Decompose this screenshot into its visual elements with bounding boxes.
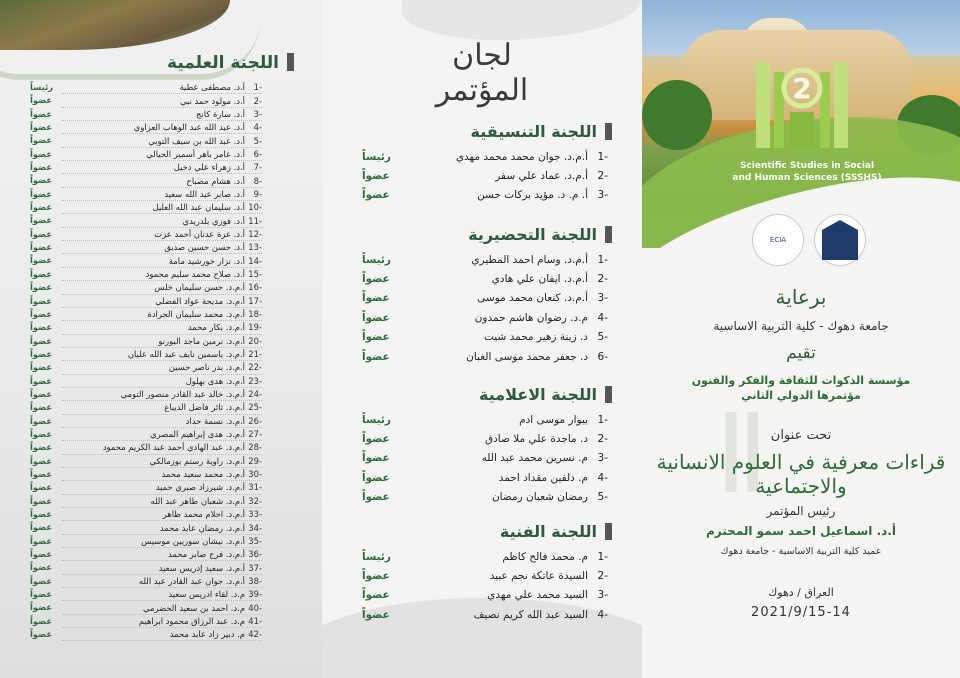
member-role: عضواً xyxy=(362,331,390,344)
table-row xyxy=(362,566,612,585)
member-role: عضواً xyxy=(362,491,390,504)
decorative-blob xyxy=(402,0,642,40)
list-item xyxy=(62,134,262,147)
item-number: -25 xyxy=(248,402,262,413)
list-item xyxy=(62,361,262,374)
member-role: عضواً xyxy=(30,108,53,119)
watermark-logo-icon: Ⅱ xyxy=(714,390,770,518)
member-name: أ.م.د. نيشان سوريين موسيس xyxy=(141,535,245,546)
member-name: أ.د. عزة عدنان أحمد عزت xyxy=(154,228,245,239)
committee-block xyxy=(362,122,612,205)
list-item xyxy=(62,508,262,521)
item-number: -22 xyxy=(248,362,262,373)
item-number: -32 xyxy=(248,495,262,506)
member-name: أ.د. زهراء علي دخيل xyxy=(173,162,245,173)
item-number: -15 xyxy=(248,268,262,279)
item-number: -6 xyxy=(597,350,608,363)
member-role: عضواً xyxy=(362,170,390,183)
member-name: أ.م.د. احلام محمد ظاهر xyxy=(162,509,245,520)
list-item xyxy=(62,308,262,321)
table-row xyxy=(362,547,612,566)
item-number: -36 xyxy=(248,549,262,560)
member-name: أ.م.د. مديحة عواد الفضلي xyxy=(155,295,245,306)
member-role: عضواً xyxy=(30,202,53,213)
member-role: رئيساً xyxy=(362,150,391,163)
item-number: -5 xyxy=(597,331,608,344)
list-item xyxy=(62,415,262,428)
member-role: عضواً xyxy=(362,452,390,465)
list-item xyxy=(62,228,262,241)
ecia-seal-icon: ECIA xyxy=(752,214,804,266)
member-name: السيد عبد الله كريم نصيف xyxy=(473,608,588,621)
member-name: م.د. عبد الرزاق محمود ابراهيم xyxy=(138,615,245,626)
member-name: أ.د. عبد الله بن سيف التوبي xyxy=(148,135,245,146)
member-name: أ.م.د. نسمة حداد xyxy=(185,415,245,426)
item-number: -29 xyxy=(248,455,262,466)
item-number: -2 xyxy=(597,433,608,446)
list-item xyxy=(62,535,262,548)
item-number: -38 xyxy=(248,575,262,586)
item-number: -18 xyxy=(248,309,262,320)
item-number: -4 xyxy=(253,122,262,133)
committee-title: اللجنة الفنية xyxy=(362,522,612,541)
table-row xyxy=(362,147,612,166)
member-name: أ.د. صابر عبد الله سعيد xyxy=(164,188,245,199)
list-item xyxy=(62,214,262,227)
member-role: عضواً xyxy=(30,388,53,399)
item-number: -9 xyxy=(253,188,262,199)
list-item xyxy=(62,481,262,494)
member-name: أ. م. د. مؤيد بركات حسن xyxy=(477,189,588,202)
member-role: عضواً xyxy=(362,350,390,363)
member-role: عضواً xyxy=(30,335,53,346)
committee-title: اللجنة التحضيرية xyxy=(362,225,612,244)
table-row xyxy=(362,250,612,269)
member-role: عضواً xyxy=(30,122,53,133)
item-number: -40 xyxy=(248,602,262,613)
item-number: -41 xyxy=(248,615,262,626)
member-role: عضواً xyxy=(30,522,53,533)
item-number: -31 xyxy=(248,482,262,493)
member-name: م. دبير زاد عابد محمد xyxy=(169,629,245,640)
table-row xyxy=(362,166,612,185)
member-role: عضواً xyxy=(30,175,53,186)
list-item xyxy=(62,348,262,361)
table-row xyxy=(362,605,612,624)
item-number: -30 xyxy=(248,469,262,480)
list-item xyxy=(62,588,262,601)
member-name: أ.م.د. هدى بهلول xyxy=(185,375,245,386)
list-item xyxy=(62,561,262,574)
table-row xyxy=(362,347,612,366)
list-item xyxy=(62,628,262,641)
list-item xyxy=(62,188,262,201)
member-role: عضواً xyxy=(362,471,390,484)
member-role: عضواً xyxy=(30,162,53,173)
member-role: عضواً xyxy=(30,442,53,453)
member-name: د. جعفر محمد موسى الغبان xyxy=(466,350,588,363)
committee-block xyxy=(362,522,612,625)
item-number: -28 xyxy=(248,442,262,453)
item-number: -1 xyxy=(253,82,262,93)
list-item xyxy=(62,254,262,267)
item-number: -33 xyxy=(248,509,262,520)
member-role: عضواً xyxy=(30,295,53,306)
list-item xyxy=(62,161,262,174)
member-role: عضواً xyxy=(30,308,53,319)
member-role: عضواً xyxy=(30,629,53,640)
member-role: عضواً xyxy=(362,433,390,446)
member-name: بيوار موسى ادم xyxy=(519,413,588,426)
list-item xyxy=(62,81,262,94)
member-name: أ.م.د. جوان عبد القادر عبد الله xyxy=(139,575,245,586)
member-name: أ.م.د. راوية رستم بوزمالكي xyxy=(149,455,245,466)
item-number: -1 xyxy=(597,550,608,563)
section-marker-icon xyxy=(605,523,612,540)
member-name: أ.د. نزار خورشيد مامة xyxy=(168,255,245,266)
scientific-members-list xyxy=(62,81,262,641)
list-item xyxy=(62,455,262,468)
member-role: عضواً xyxy=(30,242,53,253)
logo-caption: Scientific Studies in Social and Human Sciences (SSSHS) xyxy=(732,161,882,183)
member-name: أ.م.د. نرمين ماجد البورنو xyxy=(158,335,245,346)
list-item xyxy=(62,201,262,214)
item-number: -17 xyxy=(248,295,262,306)
item-number: -5 xyxy=(597,491,608,504)
item-number: -3 xyxy=(597,292,608,305)
member-role: عضواً xyxy=(362,608,390,621)
member-name: أ.د. فوزي بلدريدي xyxy=(182,215,245,226)
list-item xyxy=(62,121,262,134)
section-marker-icon xyxy=(605,123,612,140)
member-name: أ.م.د. محمد سعيد محمد xyxy=(161,469,245,480)
member-role: عضواً xyxy=(30,549,53,560)
member-role: رئيساً xyxy=(362,550,391,563)
item-number: -7 xyxy=(253,162,262,173)
member-name: أ.م.د. عبد الهادي أحمد عبد الكريم محمود xyxy=(102,442,245,453)
member-name: أ.م.د. خالد عبد القادر منصور التومي xyxy=(120,389,245,400)
member-name: أ.م.د. ياسمين نايف عبد الله عليان xyxy=(127,349,245,360)
member-name: م.د. احمد بن سعيد الحضرمي xyxy=(143,602,245,613)
member-role: عضواً xyxy=(30,402,53,413)
member-name: أ.د. عامر باهر أسمير الحيالي xyxy=(146,148,245,159)
member-role: عضواً xyxy=(30,135,53,146)
member-name: أ.م.د. وسام احمد المطيري xyxy=(471,253,588,266)
member-name: أ.م.د. هدى إبراهيم المصري xyxy=(150,429,245,440)
member-role: عضواً xyxy=(30,215,53,226)
member-role: عضواً xyxy=(30,509,53,519)
item-number: -16 xyxy=(248,282,262,293)
item-number: -1 xyxy=(597,150,608,163)
member-role: عضواً xyxy=(30,455,53,466)
member-name: أ.م.د. شيرزاد صبري حميد xyxy=(155,482,245,493)
conference-date: 2021/9/15-14 xyxy=(751,605,851,620)
member-name: أ.م.د. ثائر فاضل الديباغ xyxy=(164,402,245,413)
university-seal-icon xyxy=(814,214,866,266)
item-number: -26 xyxy=(248,415,262,426)
item-number: -27 xyxy=(248,429,262,440)
item-number: -4 xyxy=(597,608,608,621)
list-item xyxy=(62,615,262,628)
organizer-text: مؤسسة الذكوات للثقافة والفكر والفنون مؤتمرها الدولي الثاني xyxy=(691,374,911,402)
item-number: -23 xyxy=(248,375,262,386)
member-name: أ.م.د. فرج صابر محمد xyxy=(168,549,245,560)
presents-label: تقيم xyxy=(786,343,816,363)
list-item xyxy=(62,468,262,481)
list-item xyxy=(62,401,262,414)
member-role: عضواً xyxy=(30,95,53,106)
item-number: -24 xyxy=(248,389,262,400)
item-number: -42 xyxy=(248,629,262,640)
list-item xyxy=(62,335,262,348)
item-number: -4 xyxy=(597,471,608,484)
cover-panel xyxy=(642,0,960,678)
scientific-committee-panel xyxy=(0,0,322,678)
member-role: عضواً xyxy=(30,375,53,386)
list-item xyxy=(62,601,262,614)
member-name: أ.د. حسن حسين صديق xyxy=(164,242,245,253)
table-row xyxy=(362,468,612,487)
conference-logo-icon xyxy=(750,52,854,160)
member-name: أ.د. هشام مصباح xyxy=(186,175,245,186)
list-item xyxy=(62,495,262,508)
member-name: أ.م.د. محمد سليمان الجرادة xyxy=(147,309,245,320)
member-name: أ.م.د. عماد علي سفر xyxy=(495,170,588,183)
member-name: أ.د. صلاح محمد سليم محمود xyxy=(145,268,245,279)
chair-label: رئيس المؤتمر xyxy=(766,504,836,518)
member-name: م.د. رضوان هاشم حمدون xyxy=(474,311,588,324)
section-marker-icon xyxy=(605,386,612,403)
member-name: أ.م.د. جوان محمد محمد مهدي xyxy=(455,150,588,163)
table-row xyxy=(362,269,612,288)
member-name: أ.د. سليمان عبد الله العليل xyxy=(152,202,245,213)
member-role: رئيساً xyxy=(362,253,391,266)
member-name: رمضان شعبان رمضان xyxy=(491,491,588,504)
sponsor-organization: جامعة دهوك - كلية التربية الاساسية xyxy=(713,319,889,333)
item-number: -11 xyxy=(248,215,262,226)
member-name: أ.م.د. بكار محمد xyxy=(187,322,245,333)
member-name: أ.د. عبد الله عبد الوهاب العزاوي xyxy=(133,122,245,133)
member-name: د. زينة زهير محمد شيت xyxy=(484,331,588,344)
member-role: عضواً xyxy=(30,322,53,333)
member-role: عضواً xyxy=(362,189,390,202)
item-number: -3 xyxy=(597,189,608,202)
member-role: عضواً xyxy=(362,570,390,583)
committee-title: اللجنة الاعلامية xyxy=(362,385,612,404)
item-number: -12 xyxy=(248,228,262,239)
chair-description: عميد كلية التربية الاساسية - جامعة دهوك xyxy=(720,546,882,557)
list-item xyxy=(62,388,262,401)
member-name: أ.د. مولود حمد نبي xyxy=(179,95,245,106)
committee-title: اللجنة التنسيقية xyxy=(362,122,612,141)
item-number: -19 xyxy=(248,322,262,333)
list-item xyxy=(62,375,262,388)
member-name: السيد محمد علي مهدي xyxy=(487,589,588,602)
member-name: م. نسرين محمد عبد الله xyxy=(481,452,588,465)
item-number: -3 xyxy=(597,589,608,602)
member-role: عضواً xyxy=(30,535,53,546)
member-name: أ.م.د. سعيد إدريس سعيد xyxy=(158,562,245,573)
member-name: أ.د. سارة كانج xyxy=(196,108,245,119)
member-role: عضواً xyxy=(30,562,53,573)
list-item xyxy=(62,148,262,161)
list-item xyxy=(62,268,262,281)
member-name: أ.م.د. ايفان علي هادي xyxy=(491,273,588,286)
member-name: أ.م.د. بدر ناصر حسين xyxy=(168,362,245,373)
member-role: رئيساً xyxy=(362,413,391,426)
member-role: عضواً xyxy=(30,148,53,159)
scientific-roles-list xyxy=(30,81,64,641)
chair-name: أ.د. اسماعيل احمد سمو المحترم xyxy=(706,524,896,538)
member-name: م.د. لقاء ادريس سعيد xyxy=(168,589,245,600)
item-number: -34 xyxy=(248,522,262,533)
committee-block xyxy=(362,385,612,507)
item-number: -1 xyxy=(597,413,608,426)
item-number: -2 xyxy=(597,170,608,183)
item-number: -13 xyxy=(248,242,262,253)
item-number: -21 xyxy=(248,349,262,360)
item-number: -6 xyxy=(253,148,262,159)
list-item xyxy=(62,174,262,187)
list-item xyxy=(62,281,262,294)
item-number: -35 xyxy=(248,535,262,546)
table-row xyxy=(362,328,612,347)
sponsor-label: برعاية xyxy=(775,285,827,309)
scientific-committee-title: اللجنة العلمية xyxy=(167,53,294,73)
item-number: -3 xyxy=(597,452,608,465)
item-number: -39 xyxy=(248,589,262,600)
list-item xyxy=(62,428,262,441)
table-row xyxy=(362,429,612,448)
member-role: عضواً xyxy=(362,273,390,286)
member-role: عضواً xyxy=(30,255,53,266)
member-name: د. ماجدة علي ملا صادق xyxy=(484,433,588,446)
list-item xyxy=(62,295,262,308)
table-row xyxy=(362,186,612,205)
member-role: عضواً xyxy=(30,468,53,479)
member-role: عضواً xyxy=(30,575,53,586)
location: العراق / دهوك xyxy=(768,586,834,599)
member-role: عضواً xyxy=(30,428,53,439)
member-role: عضواً xyxy=(362,589,390,602)
section-marker-icon xyxy=(287,53,294,71)
item-number: -2 xyxy=(253,95,262,106)
list-item xyxy=(62,575,262,588)
member-name: أ.د. مصطفى عطية xyxy=(179,82,245,93)
member-role: عضواً xyxy=(30,482,53,493)
committees-panel xyxy=(322,0,642,678)
item-number: -10 xyxy=(248,202,262,213)
committee-block xyxy=(362,225,612,366)
member-role: عضواً xyxy=(362,292,390,305)
item-number: -4 xyxy=(597,311,608,324)
member-role: عضواً xyxy=(30,362,53,373)
item-number: -20 xyxy=(248,335,262,346)
list-item xyxy=(62,108,262,121)
member-role: عضواً xyxy=(362,311,390,324)
item-number: -14 xyxy=(248,255,262,266)
member-name: م. محمد فالح كاظم xyxy=(502,550,588,563)
table-row xyxy=(362,488,612,507)
item-number: -2 xyxy=(597,273,608,286)
section-marker-icon xyxy=(605,226,612,243)
list-item xyxy=(62,94,262,107)
list-item xyxy=(62,241,262,254)
member-role: عضواً xyxy=(30,188,53,199)
table-row xyxy=(362,289,612,308)
member-role: رئيساً xyxy=(30,82,54,92)
member-role: عضواً xyxy=(30,348,53,359)
member-name: أ.م.د. حسن سليمان خلس xyxy=(154,282,245,293)
table-row xyxy=(362,410,612,429)
member-role: عضواً xyxy=(30,228,53,239)
table-row xyxy=(362,308,612,327)
conference-title: قراءات معرفية في العلوم الانسانية والاجتماعية xyxy=(656,450,946,498)
item-number: -37 xyxy=(248,562,262,573)
item-number: -5 xyxy=(253,135,262,146)
item-number: -2 xyxy=(597,570,608,583)
member-name: السيدة عاتكة نجم عبيد xyxy=(489,570,588,583)
item-number: -8 xyxy=(253,175,262,186)
item-number: -3 xyxy=(253,108,262,119)
member-name: م. دلفين مقداد احمد xyxy=(498,471,588,484)
list-item xyxy=(62,441,262,454)
member-name: أ.م.د. شعبان طاهر عبد الله xyxy=(150,495,245,506)
member-name: أ.م.د. رمضان عابد محمد xyxy=(159,522,245,533)
member-role: عضواً xyxy=(30,268,53,279)
member-role: عضواً xyxy=(30,615,53,626)
under-title-label: تحت عنوان xyxy=(770,428,832,443)
member-role: عضواً xyxy=(30,415,53,426)
svg-text:2: 2 xyxy=(792,72,812,105)
member-name: أ.م.د. كنعان محمد موسى xyxy=(477,292,588,305)
item-number: -1 xyxy=(597,253,608,266)
list-item xyxy=(62,321,262,334)
list-item xyxy=(62,521,262,534)
member-role: عضواً xyxy=(30,602,53,613)
member-role: عضواً xyxy=(30,282,53,293)
list-item xyxy=(62,548,262,561)
table-row xyxy=(362,586,612,605)
table-row xyxy=(362,449,612,468)
committees-heading: لجان المؤتمر xyxy=(435,38,529,108)
member-role: عضواً xyxy=(30,495,53,506)
member-role: عضواً xyxy=(30,589,53,600)
